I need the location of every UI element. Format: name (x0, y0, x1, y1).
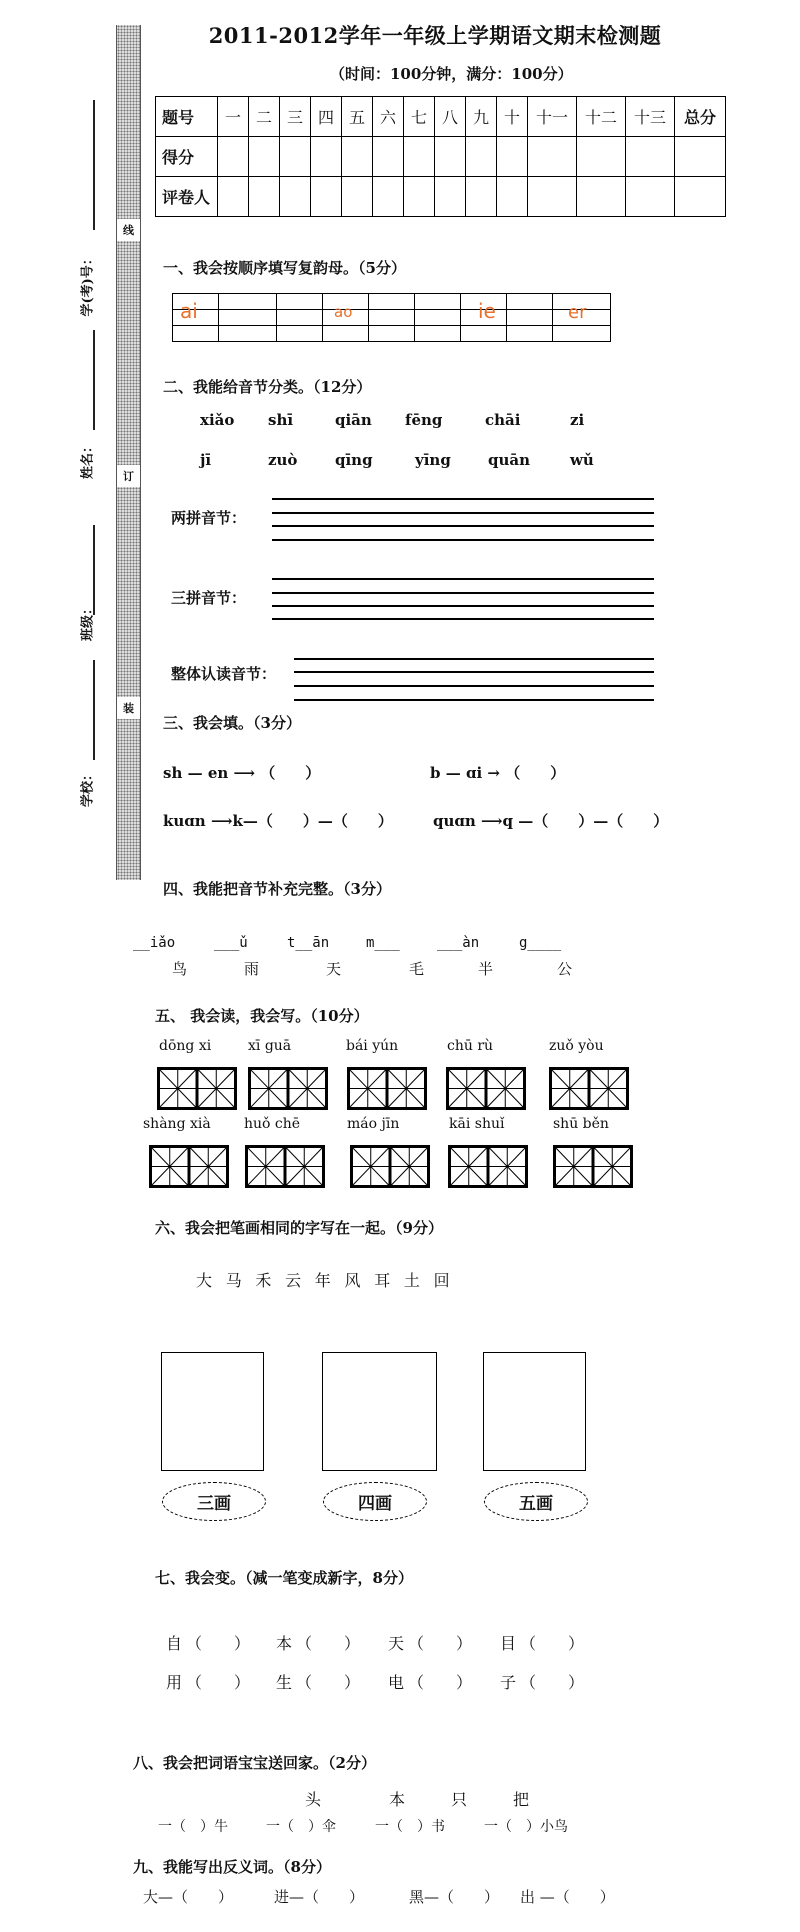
section3-title: 三、我会填。（3分） (163, 714, 301, 732)
score-cell[interactable] (373, 137, 404, 177)
tianzige-svg (350, 1145, 430, 1188)
section1-title: 一、我会按顺序填写复韵母。（5分） (163, 259, 406, 277)
syllable: quān (488, 451, 531, 469)
grid-row (173, 326, 611, 342)
strip-label-zhuang: 装 (117, 697, 140, 719)
syllable-blank[interactable]: m___ (366, 935, 400, 951)
grid-cell[interactable] (219, 326, 277, 342)
tianzige-grid[interactable] (245, 1145, 325, 1188)
measure-word-item[interactable]: 一（ ）牛 (158, 1819, 228, 1835)
score-cell[interactable] (249, 137, 280, 177)
arrow-icon: ⟶ (233, 764, 256, 782)
tianzige-svg (245, 1145, 325, 1188)
writing-line[interactable] (294, 658, 654, 660)
grid-cell[interactable] (415, 326, 461, 342)
grid-cell[interactable] (369, 294, 415, 310)
score-cell[interactable] (404, 177, 435, 217)
score-table-header-cell: 一 (218, 97, 249, 137)
group-label-five-strokes: 五画 (484, 1482, 588, 1521)
tianzige-grid[interactable] (446, 1067, 526, 1110)
answer-box-four-strokes[interactable] (322, 1352, 437, 1471)
score-cell[interactable] (497, 177, 528, 217)
measure-word-option: 本 (389, 1790, 406, 1809)
score-cell[interactable] (404, 137, 435, 177)
given-final-ie: ie (478, 299, 496, 323)
score-table-header-cell: 十二 (577, 97, 626, 137)
strip-label-xian: 线 (117, 219, 140, 241)
pinyin-word: shū běn (553, 1116, 609, 1132)
syllable: qiān (335, 411, 372, 429)
initial: sh (163, 764, 183, 782)
stroke-char: 耳 (374, 1271, 391, 1290)
class-label: 班级： (80, 602, 96, 642)
arrow-icon: ⟶ (481, 812, 503, 830)
score-cell[interactable] (435, 177, 466, 217)
tianzige-svg (347, 1067, 427, 1110)
syllable: quɑn (433, 812, 476, 830)
answer-blank[interactable]: （ ） (520, 1673, 585, 1692)
score-table-header-cell: 十一 (528, 97, 577, 137)
answer-blank[interactable]: （ ） (408, 1634, 473, 1653)
answer-box-five-strokes[interactable] (483, 1352, 586, 1471)
measure-word-option: 把 (513, 1790, 530, 1809)
syllable: wǔ (570, 451, 594, 469)
given-final-ai: ai (180, 299, 198, 323)
answer-blank[interactable]: （ ） (520, 1634, 585, 1653)
final: ɑi (465, 764, 483, 782)
pinyin-word: dōng xi (159, 1038, 212, 1054)
final: en (207, 764, 229, 782)
measure-word-option: 只 (451, 1790, 468, 1809)
answer-blank[interactable]: （ ） (505, 764, 566, 782)
student-id-label: 学(考)号： (80, 252, 96, 317)
pinyin-word: máo jīn (347, 1116, 400, 1132)
base-char: 生 (276, 1673, 293, 1692)
antonym-item[interactable]: 出 —（ ） (520, 1888, 615, 1906)
base-char: 自 (166, 1634, 183, 1653)
student-id-line[interactable] (93, 100, 95, 230)
base-char: 电 (388, 1673, 405, 1692)
score-cell[interactable] (280, 137, 311, 177)
grid-row (173, 310, 611, 326)
writing-line[interactable] (272, 539, 654, 541)
score-cell[interactable] (528, 137, 577, 177)
score-cell[interactable] (626, 137, 675, 177)
score-cell[interactable] (675, 137, 726, 177)
antonym-item[interactable]: 进—（ ） (274, 1888, 365, 1906)
score-table-header-cell: 十 (497, 97, 528, 137)
grid-cell[interactable] (415, 294, 461, 310)
measure-word-item[interactable]: 一（ ）伞 (266, 1819, 336, 1835)
pinyin-writing-grid[interactable] (172, 293, 611, 342)
syllable-blank[interactable]: g____ (519, 935, 562, 951)
writing-line[interactable] (294, 671, 654, 673)
section6-title: 六、我会把笔画相同的字写在一起。（9分） (155, 1219, 443, 1237)
initial: b (430, 764, 441, 782)
score-cell[interactable] (342, 177, 373, 217)
stroke-char: 年 (314, 1271, 331, 1290)
grid-cell[interactable] (369, 310, 415, 326)
tianzige-svg (553, 1145, 633, 1188)
syllable: xiǎo (200, 411, 235, 429)
strip-label-ding: 订 (117, 465, 140, 487)
base-char: 本 (276, 1634, 293, 1653)
given-final-er: er (568, 302, 587, 323)
tianzige-svg (448, 1145, 528, 1188)
score-table-row (156, 177, 726, 217)
change-item (166, 1631, 250, 1654)
change-item (500, 1631, 584, 1654)
category-label-three-part: 三拼音节： (171, 589, 247, 607)
pinyin-word: zuǒ yòu (549, 1038, 604, 1054)
score-cell[interactable] (373, 177, 404, 217)
pinyin-word: huǒ chē (244, 1116, 301, 1132)
base-char: 目 (500, 1634, 517, 1653)
writing-line[interactable] (272, 605, 654, 607)
score-table-header-cell: 题号 (156, 97, 218, 137)
tianzige-svg (157, 1067, 237, 1110)
section5-title: 五、 我会读，我会写。（10分） (155, 1007, 369, 1025)
section8-title: 八、我会把词语宝宝送回家。（2分） (133, 1754, 376, 1772)
pinyin-word: xī guā (248, 1038, 292, 1054)
score-cell[interactable] (466, 177, 497, 217)
writing-line[interactable] (272, 498, 654, 500)
score-table-header-cell: 总分 (675, 97, 726, 137)
antonym-item[interactable]: 大—（ ） (143, 1888, 234, 1906)
syllable: qīng (335, 451, 373, 469)
hanzi: 雨 (244, 960, 260, 978)
group-label-four-strokes: 四画 (323, 1482, 427, 1521)
arrow-icon: ⟶ (210, 812, 233, 830)
score-cell[interactable] (497, 137, 528, 177)
split-item-1 (163, 810, 393, 831)
hanzi: 半 (478, 960, 494, 978)
writing-line[interactable] (272, 578, 654, 580)
score-table-row (156, 137, 726, 177)
score-cell[interactable] (626, 177, 675, 217)
pinyin-word: chū rù (447, 1038, 494, 1054)
measure-word-item[interactable]: 一（ ）书 (375, 1819, 445, 1835)
page-subtitle: （时间：100分钟，满分：100分） (330, 65, 573, 83)
score-cell[interactable] (577, 137, 626, 177)
tianzige-grid[interactable] (347, 1067, 427, 1110)
combine-item-2 (430, 762, 565, 783)
given-final-ao: ao (334, 303, 353, 321)
tianzige-grid[interactable] (549, 1067, 629, 1110)
score-table-header-cell: 二 (249, 97, 280, 137)
writing-line[interactable] (272, 618, 654, 620)
stroke-char: 禾 (255, 1271, 272, 1290)
grid-cell[interactable] (461, 326, 507, 342)
syllable-blank[interactable]: ___àn (437, 935, 480, 951)
writing-line[interactable] (272, 512, 654, 514)
base-char: 用 (166, 1673, 183, 1692)
grid-cell[interactable] (219, 294, 277, 310)
base-char: 天 (388, 1634, 405, 1653)
answer-box-three-strokes[interactable] (161, 1352, 264, 1471)
grid-cell[interactable] (173, 326, 219, 342)
change-item (500, 1670, 584, 1693)
score-table-header-cell: 十三 (626, 97, 675, 137)
initial: k (232, 812, 243, 830)
syllable-blank[interactable]: t__ān (287, 935, 330, 951)
tianzige-grid[interactable] (149, 1145, 229, 1188)
syllable: chāi (485, 411, 521, 429)
school-line[interactable] (93, 660, 95, 760)
syllable: fēng (405, 411, 443, 429)
answer-blanks[interactable]: —（ ）—（ ） (518, 812, 669, 830)
answer-blank[interactable]: （ ） (296, 1634, 361, 1653)
grid-cell[interactable] (277, 326, 323, 342)
score-table-header-row (156, 97, 726, 137)
score-table-header-cell: 九 (466, 97, 497, 137)
syllable-blank[interactable]: __iǎo (133, 935, 176, 951)
grid-cell[interactable] (369, 326, 415, 342)
score-table-header-cell: 七 (404, 97, 435, 137)
score-table-header-cell: 八 (435, 97, 466, 137)
score-table-header-cell: 五 (342, 97, 373, 137)
syllable: kuɑn (163, 812, 206, 830)
answer-blanks[interactable]: —（ ）—（ ） (242, 812, 393, 830)
change-item (166, 1670, 250, 1693)
score-cell[interactable] (218, 177, 249, 217)
syllable: zuò (268, 451, 298, 469)
group-label-three-strokes: 三画 (162, 1482, 266, 1521)
score-cell[interactable] (466, 137, 497, 177)
arrow-icon: → (487, 764, 500, 782)
answer-blank[interactable]: （ ） (186, 1673, 251, 1692)
answer-blank[interactable]: （ ） (296, 1673, 361, 1692)
grid-cell[interactable] (507, 310, 553, 326)
tianzige-svg (149, 1145, 229, 1188)
binding-strip (116, 25, 141, 880)
score-cell[interactable] (218, 137, 249, 177)
score-row-label: 得分 (156, 137, 218, 177)
measure-word-item[interactable]: 一（ ）小鸟 (484, 1819, 568, 1835)
tianzige-grid[interactable] (350, 1145, 430, 1188)
tianzige-grid[interactable] (157, 1067, 237, 1110)
syllable-blank[interactable]: ___ǔ (214, 935, 248, 951)
score-table (155, 96, 726, 217)
hanzi: 公 (557, 960, 573, 978)
grid-cell[interactable] (507, 294, 553, 310)
grid-cell[interactable] (323, 326, 369, 342)
score-cell[interactable] (311, 137, 342, 177)
hanzi: 鸟 (172, 960, 188, 978)
dash: — (445, 764, 461, 782)
pinyin-word: shàng xià (143, 1116, 211, 1132)
change-item (276, 1631, 360, 1654)
stroke-char: 回 (433, 1271, 450, 1290)
stroke-char: 土 (403, 1271, 420, 1290)
syllable: jī (200, 451, 212, 469)
category-label-whole: 整体认读音节： (171, 665, 277, 683)
tianzige-grid[interactable] (248, 1067, 328, 1110)
category-label-two-part: 两拼音节： (171, 509, 247, 527)
score-table-header-cell: 六 (373, 97, 404, 137)
grid-cell[interactable] (415, 310, 461, 326)
split-item-2 (433, 810, 668, 831)
answer-blank[interactable]: （ ） (186, 1634, 251, 1653)
tianzige-svg (549, 1067, 629, 1110)
measure-word-option: 头 (305, 1790, 322, 1809)
combine-item-1 (163, 762, 320, 783)
dash: — (187, 764, 203, 782)
grid-row (173, 294, 611, 310)
tianzige-svg (446, 1067, 526, 1110)
hanzi: 毛 (409, 960, 425, 978)
hanzi: 天 (326, 960, 342, 978)
score-cell[interactable] (675, 177, 726, 217)
change-item (388, 1670, 472, 1693)
grid-cell[interactable] (507, 326, 553, 342)
section2-title: 二、我能给音节分类。（12分） (163, 378, 372, 396)
page-title: 2011-2012学年一年级上学期语文期末检测题 (208, 23, 662, 48)
answer-blank[interactable]: （ ） (260, 764, 321, 782)
tianzige-grid[interactable] (448, 1145, 528, 1188)
score-cell[interactable] (280, 177, 311, 217)
score-cell[interactable] (311, 177, 342, 217)
tianzige-grid[interactable] (553, 1145, 633, 1188)
pinyin-word: bái yún (346, 1038, 399, 1054)
section4-title: 四、我能把音节补充完整。（3分） (163, 880, 391, 898)
grid-cell[interactable] (277, 310, 323, 326)
grid-cell[interactable] (219, 310, 277, 326)
writing-line[interactable] (294, 699, 654, 701)
school-label: 学校： (80, 768, 96, 808)
writing-line[interactable] (294, 685, 654, 687)
score-row-label: 评卷人 (156, 177, 218, 217)
score-cell[interactable] (435, 137, 466, 177)
change-item (276, 1670, 360, 1693)
pinyin-word: kāi shuǐ (449, 1116, 505, 1132)
answer-blank[interactable]: （ ） (408, 1673, 473, 1692)
section7-title: 七、我会变。（减一笔变成新字，8分） (155, 1569, 413, 1587)
writing-line[interactable] (272, 525, 654, 527)
stroke-char: 风 (344, 1271, 361, 1290)
base-char: 子 (500, 1673, 517, 1692)
writing-line[interactable] (272, 592, 654, 594)
section9-title: 九、我能写出反义词。（8分） (133, 1858, 331, 1876)
grid-cell[interactable] (553, 326, 611, 342)
score-cell[interactable] (528, 177, 577, 217)
score-table-header-cell: 三 (280, 97, 311, 137)
syllable: zi (570, 411, 585, 429)
grid-cell[interactable] (277, 294, 323, 310)
syllable: shī (268, 411, 294, 429)
initial: q (502, 812, 514, 830)
score-cell[interactable] (577, 177, 626, 217)
change-item (388, 1631, 472, 1654)
name-label: 姓名： (80, 440, 96, 480)
antonym-item[interactable]: 黑—（ ） (409, 1888, 500, 1906)
stroke-char: 大 (196, 1271, 213, 1290)
name-line[interactable] (93, 330, 95, 430)
stroke-char: 马 (225, 1271, 242, 1290)
score-cell[interactable] (249, 177, 280, 217)
stroke-char: 云 (285, 1271, 302, 1290)
tianzige-svg (248, 1067, 328, 1110)
score-cell[interactable] (342, 137, 373, 177)
syllable: yīng (415, 451, 451, 469)
score-table-header-cell: 四 (311, 97, 342, 137)
